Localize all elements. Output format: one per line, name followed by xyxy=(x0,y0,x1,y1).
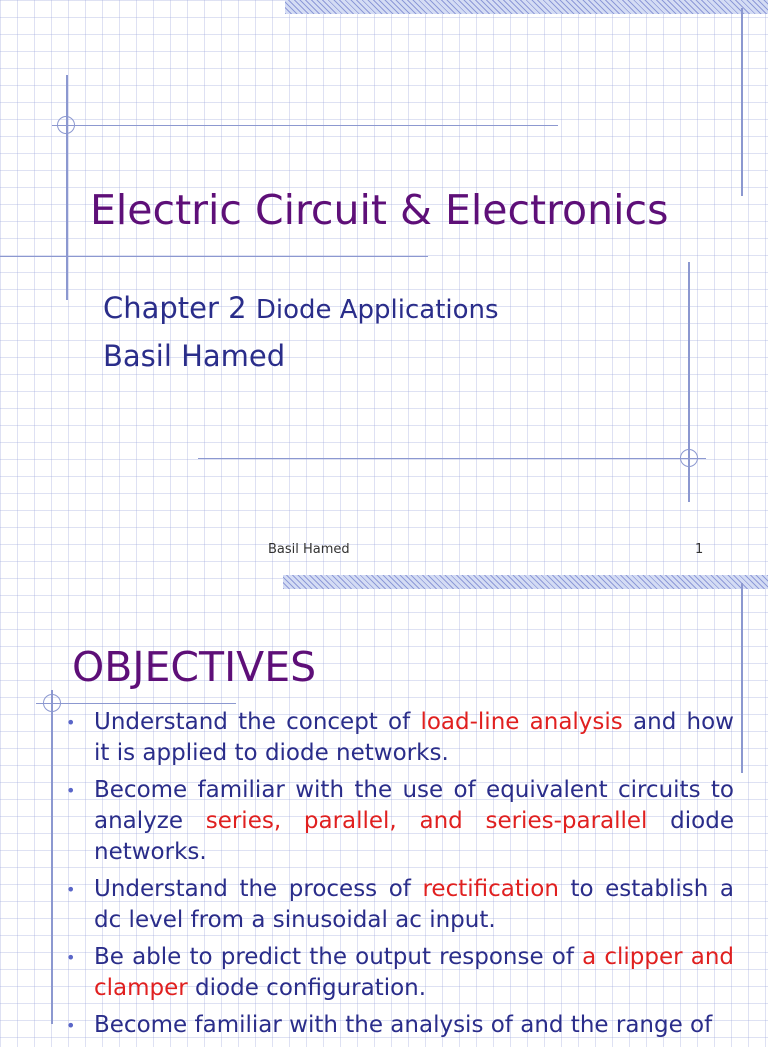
objective-text: Be able to predict the output response of xyxy=(94,944,583,970)
slide-1-title: Electric Circuit & Electronics xyxy=(90,186,669,234)
slide-1-footer-author: Basil Hamed xyxy=(268,542,350,557)
objective-item xyxy=(66,1010,734,1041)
chapter-label: Chapter 2 xyxy=(103,291,247,325)
slide-2 xyxy=(0,575,768,1038)
slide-1-bottom-crosshair-icon xyxy=(680,449,698,467)
objective-text-end: diode configuration. xyxy=(187,975,427,1001)
slide-2-horizontal-line xyxy=(36,703,236,704)
objective-text: Become familiar with the use of equivalent circuits to analyze xyxy=(94,777,734,834)
objective-highlight: a clipper and clamper xyxy=(94,944,734,1001)
objective-text: Become familiar with the analysis of and the range of xyxy=(94,1012,713,1038)
slide-1-top-horizontal-line xyxy=(52,125,558,126)
slide-2-right-edge-line xyxy=(741,583,743,773)
objective-item xyxy=(66,942,734,1004)
author-name: Basil Hamed xyxy=(103,339,286,373)
slide-1-top-crosshair-icon xyxy=(57,116,75,134)
slide-1-bottom-horizontal-line xyxy=(198,458,706,459)
chapter-line xyxy=(103,291,499,325)
bullet-icon: • xyxy=(66,781,76,800)
slide-2-title: OBJECTIVES xyxy=(72,643,317,691)
slide-2-crosshair-icon xyxy=(43,694,61,712)
slide-2-top-hatch-bar xyxy=(283,575,768,589)
objective-text: Understand the concept of xyxy=(94,709,421,735)
bullet-icon: • xyxy=(66,880,76,899)
bullet-icon: • xyxy=(66,713,76,732)
objective-item xyxy=(66,775,734,868)
slide-1-left-vertical-line xyxy=(66,75,68,300)
objective-text-end: to establish a dc level from a sinusoidal ac input. xyxy=(94,876,734,933)
objective-item xyxy=(66,874,734,936)
bullet-icon: • xyxy=(66,948,76,967)
objective-highlight: load-line analysis xyxy=(420,709,623,735)
slide-1-top-hatch-bar xyxy=(285,0,768,14)
objectives-list xyxy=(66,707,734,1047)
objective-item xyxy=(66,707,734,769)
chapter-title: Diode Applications xyxy=(255,295,499,325)
slide-2-left-vertical-line xyxy=(51,690,53,1024)
objective-text-end: diode networks. xyxy=(94,808,734,865)
objective-text-end: and how it is applied to diode networks. xyxy=(94,709,734,766)
slide-1-page-number: 1 xyxy=(695,542,704,557)
slide-1-right-edge-line xyxy=(741,8,743,196)
slide-1-mid-horizontal-line xyxy=(0,256,428,257)
objective-highlight: series, parallel, and series-parallel xyxy=(205,808,648,834)
objective-highlight: rectification xyxy=(422,876,559,902)
bullet-icon: • xyxy=(66,1016,76,1035)
objective-text: Understand the process of xyxy=(94,876,423,902)
